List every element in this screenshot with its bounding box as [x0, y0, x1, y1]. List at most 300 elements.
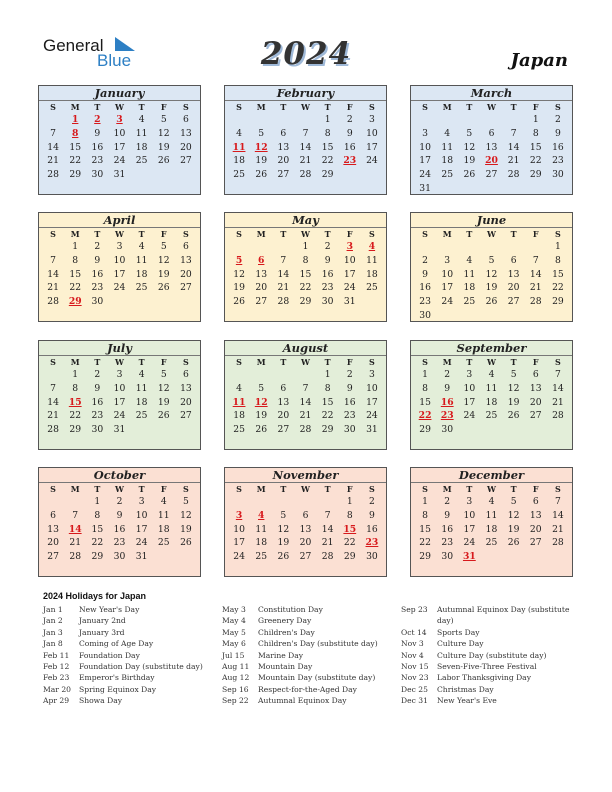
day-cell: 2 [368, 496, 375, 507]
day-cell: 28 [507, 169, 520, 181]
day-cell: 23 [552, 155, 564, 167]
holiday-date: Jul 15 [222, 650, 245, 660]
day-cell: 7 [554, 369, 561, 380]
weekday-header: T [138, 229, 145, 239]
weekday-header: F [160, 357, 167, 367]
day-cell: 21 [277, 282, 290, 294]
day-cell: 3 [422, 127, 428, 139]
day-cell: 7 [510, 127, 517, 139]
empty-day-cell [272, 240, 294, 254]
day-cell: 31 [419, 182, 431, 194]
month-title: December [411, 468, 572, 483]
day-cell: 29 [552, 296, 564, 308]
holiday-day-cell: 2 [94, 114, 101, 125]
holiday-date: Jan 2 [43, 616, 63, 626]
day-cell: 29 [321, 169, 334, 181]
day-cell: 14 [277, 268, 290, 280]
day-cell: 6 [182, 241, 189, 252]
empty-day-cell [294, 368, 316, 382]
day-cell: 21 [552, 523, 564, 535]
day-cell: 4 [466, 254, 473, 266]
holiday-name: Labor Thanksgiving Day [437, 673, 531, 683]
day-cell: 16 [343, 141, 356, 153]
day-cell: 22 [552, 282, 564, 294]
holiday-name: Mountain Day [258, 662, 313, 672]
day-cell: 22 [321, 155, 334, 167]
day-cell: 29 [343, 551, 356, 563]
day-cell: 22 [529, 155, 542, 167]
holiday-name: Sports Day [437, 627, 480, 637]
day-cell: 24 [113, 282, 126, 294]
weekday-header: W [301, 102, 310, 112]
day-cell: 27 [299, 551, 312, 563]
month-title: April [39, 213, 200, 228]
empty-day-cell [228, 495, 250, 509]
empty-day-cell [503, 240, 525, 254]
day-cell: 12 [485, 268, 498, 280]
weekday-header: M [442, 484, 452, 494]
day-cell: 5 [280, 509, 287, 521]
holiday-row [43, 627, 213, 638]
day-cell: 22 [69, 155, 82, 167]
holiday-date: Sep 23 [401, 605, 428, 614]
weekday-header: T [138, 102, 145, 112]
day-cell: 7 [50, 382, 56, 394]
weekday-header: T [138, 357, 145, 367]
day-cell: 19 [277, 537, 290, 549]
empty-day-cell [42, 495, 64, 509]
day-cell: 20 [277, 155, 290, 167]
holiday-date: Jan 3 [43, 627, 63, 637]
day-cell: 19 [255, 155, 268, 167]
day-cell: 20 [180, 268, 192, 280]
day-cell: 18 [441, 155, 454, 167]
day-cell: 26 [180, 537, 192, 549]
day-cell: 23 [113, 537, 126, 549]
day-cell: 2 [444, 369, 451, 380]
empty-day-cell [64, 495, 86, 509]
day-cell: 29 [91, 551, 104, 563]
day-cell: 19 [180, 523, 192, 535]
empty-day-cell [250, 240, 272, 254]
day-cell: 26 [277, 551, 290, 563]
holiday-name: Marine Day [258, 650, 304, 660]
day-cell: 4 [444, 127, 451, 139]
holiday-name: Mountain Day (substitute day) [258, 673, 376, 683]
month-day-grid [39, 101, 200, 182]
day-cell: 26 [255, 169, 268, 181]
holidays-title: 2024 Holidays for Japan [43, 591, 147, 601]
day-cell: 27 [180, 410, 192, 422]
weekday-header: T [510, 484, 517, 494]
weekday-header: M [256, 357, 266, 367]
day-cell: 10 [343, 254, 356, 266]
day-cell: 7 [302, 382, 309, 394]
day-cell: 9 [346, 127, 353, 139]
day-cell: 3 [116, 241, 123, 252]
day-cell: 15 [419, 523, 431, 535]
day-cell: 11 [485, 509, 498, 521]
day-cell: 16 [91, 141, 104, 153]
holiday-row [43, 638, 213, 649]
day-cell: 14 [299, 396, 312, 408]
month-day-grid [411, 483, 572, 564]
empty-day-cell [458, 240, 480, 254]
day-cell: 2 [346, 369, 353, 380]
holiday-day-cell: 12 [254, 396, 268, 408]
weekday-header: F [532, 229, 539, 239]
holiday-row [222, 638, 392, 649]
day-cell: 11 [135, 254, 148, 266]
holiday-name: New Year's Eve [437, 696, 497, 706]
holiday-day-cell: 16 [440, 396, 454, 408]
day-cell: 12 [463, 141, 476, 153]
month-day-grid [39, 356, 200, 437]
day-cell: 19 [485, 282, 498, 294]
day-cell: 20 [47, 537, 59, 549]
holiday-row [43, 695, 213, 706]
weekday-header: W [487, 484, 496, 494]
empty-day-cell [525, 240, 547, 254]
holiday-date: Feb 11 [43, 650, 70, 660]
day-cell: 24 [343, 282, 356, 294]
empty-day-cell [272, 495, 294, 509]
holiday-date: Feb 12 [43, 662, 70, 672]
day-cell: 5 [182, 496, 189, 507]
day-cell: 19 [507, 396, 520, 408]
day-cell: 1 [422, 369, 428, 380]
holiday-row [43, 615, 213, 626]
day-cell: 9 [324, 254, 331, 266]
day-cell: 14 [552, 509, 564, 521]
holiday-day-cell: 1 [72, 114, 79, 125]
day-cell: 2 [554, 114, 561, 125]
day-cell: 28 [321, 551, 334, 563]
day-cell: 6 [510, 254, 517, 266]
day-cell: 3 [466, 369, 473, 380]
weekday-header: W [301, 484, 310, 494]
day-cell: 17 [343, 268, 356, 280]
generalblue-logo [43, 36, 143, 72]
weekday-header: M [442, 102, 452, 112]
calendar-country-title: Japan [510, 50, 568, 71]
weekday-header: S [50, 102, 56, 112]
day-cell: 24 [441, 296, 454, 308]
holiday-row [401, 684, 573, 695]
day-cell: 16 [321, 268, 334, 280]
weekday-header: T [94, 229, 101, 239]
day-cell: 6 [532, 369, 539, 380]
day-cell: 2 [444, 496, 451, 507]
logo-flag-icon [115, 37, 135, 51]
day-cell: 20 [529, 523, 542, 535]
day-cell: 26 [157, 410, 170, 422]
day-cell: 13 [180, 127, 192, 139]
weekday-header: S [236, 102, 242, 112]
holiday-name: Spring Equinox Day [79, 684, 157, 694]
empty-day-cell [294, 495, 316, 509]
day-cell: 20 [299, 537, 312, 549]
weekday-header: S [183, 357, 189, 367]
day-cell: 22 [69, 410, 82, 422]
day-cell: 27 [180, 282, 192, 294]
holiday-date: Mar 20 [43, 684, 72, 694]
day-cell: 21 [47, 155, 59, 167]
day-cell: 5 [510, 369, 517, 380]
holiday-column [401, 604, 573, 707]
day-cell: 29 [321, 424, 334, 436]
month-title: February [225, 86, 386, 101]
month-day-grid [225, 101, 386, 182]
weekday-header: T [510, 357, 517, 367]
day-cell: 28 [299, 424, 312, 436]
day-cell: 13 [529, 509, 542, 521]
holiday-column [43, 604, 213, 707]
day-cell: 13 [47, 523, 59, 535]
day-cell: 27 [47, 551, 59, 563]
day-cell: 28 [277, 296, 290, 308]
day-cell: 25 [255, 551, 268, 563]
holiday-date: Nov 4 [401, 650, 424, 660]
holiday-date: May 4 [222, 616, 246, 626]
day-cell: 27 [255, 296, 268, 308]
day-cell: 9 [368, 509, 375, 521]
holiday-day-cell: 3 [235, 509, 243, 521]
day-cell: 21 [507, 155, 520, 167]
day-cell: 13 [485, 141, 498, 153]
day-cell: 25 [485, 537, 498, 549]
day-cell: 30 [552, 169, 564, 181]
empty-day-cell [42, 113, 64, 127]
day-cell: 21 [47, 410, 59, 422]
holiday-row [401, 650, 573, 661]
holiday-date: Nov 15 [401, 662, 429, 672]
month-march [410, 85, 573, 195]
empty-day-cell [414, 240, 436, 254]
holiday-row [222, 684, 392, 695]
month-april [38, 212, 201, 322]
day-cell: 9 [422, 268, 428, 280]
day-cell: 25 [135, 155, 148, 167]
day-cell: 31 [113, 424, 126, 436]
day-cell: 14 [552, 382, 564, 394]
holiday-day-cell: 23 [343, 155, 357, 167]
day-cell: 13 [255, 268, 268, 280]
day-cell: 1 [422, 496, 428, 507]
day-cell: 26 [507, 410, 520, 422]
holiday-day-cell: 15 [343, 523, 357, 535]
empty-day-cell [272, 113, 294, 127]
weekday-header: T [280, 102, 287, 112]
weekday-header: T [466, 484, 473, 494]
day-cell: 28 [529, 296, 542, 308]
day-cell: 27 [277, 169, 290, 181]
day-cell: 3 [444, 254, 451, 266]
day-cell: 2 [346, 114, 353, 125]
month-title: August [225, 341, 386, 356]
empty-day-cell [42, 240, 64, 254]
day-cell: 25 [366, 282, 378, 294]
day-cell: 30 [366, 551, 378, 563]
holiday-date: Feb 23 [43, 673, 70, 683]
day-cell: 25 [463, 296, 476, 308]
holiday-day-cell: 4 [258, 509, 265, 521]
day-cell: 17 [463, 523, 476, 535]
weekday-header: T [94, 357, 101, 367]
day-cell: 16 [343, 396, 356, 408]
day-cell: 3 [368, 369, 375, 380]
day-cell: 15 [529, 141, 542, 153]
day-cell: 13 [507, 268, 520, 280]
weekday-header: F [346, 357, 353, 367]
day-cell: 26 [233, 296, 245, 308]
empty-day-cell [250, 113, 272, 127]
holiday-row [401, 695, 573, 706]
day-cell: 21 [321, 537, 334, 549]
day-cell: 30 [113, 551, 126, 563]
day-cell: 24 [366, 155, 378, 167]
day-cell: 13 [277, 396, 290, 408]
holiday-day-cell: 15 [68, 396, 82, 408]
day-cell: 28 [47, 424, 59, 436]
day-cell: 17 [113, 396, 126, 408]
holiday-name: January 3rd [79, 627, 125, 637]
empty-day-cell [436, 113, 458, 127]
day-cell: 15 [321, 141, 334, 153]
day-cell: 13 [529, 382, 542, 394]
month-title: May [225, 213, 386, 228]
day-cell: 9 [444, 382, 451, 394]
day-cell: 29 [529, 169, 542, 181]
day-cell: 4 [138, 369, 145, 380]
day-cell: 4 [138, 241, 145, 252]
empty-day-cell [228, 240, 250, 254]
weekday-header: T [280, 357, 287, 367]
empty-day-cell [250, 495, 272, 509]
weekday-header: S [555, 484, 561, 494]
holiday-name: January 2nd [79, 616, 126, 626]
empty-day-cell [436, 240, 458, 254]
month-title: October [39, 468, 200, 483]
holiday-name: Christmas Day [437, 684, 494, 694]
day-cell: 26 [255, 424, 268, 436]
day-cell: 11 [255, 523, 268, 535]
month-day-grid [39, 228, 200, 309]
day-cell: 9 [94, 254, 101, 266]
weekday-header: F [532, 357, 539, 367]
day-cell: 20 [277, 410, 290, 422]
day-cell: 28 [552, 537, 564, 549]
holiday-column [222, 604, 392, 707]
holiday-day-cell: 29 [68, 296, 82, 308]
day-cell: 30 [441, 424, 454, 436]
day-cell: 5 [160, 369, 167, 380]
holiday-row [222, 604, 392, 615]
day-cell: 27 [180, 155, 192, 167]
holiday-date: Dec 31 [401, 696, 428, 706]
holiday-name: Greenery Day [258, 616, 312, 626]
weekday-header: S [555, 357, 561, 367]
holiday-name: Seven-Five-Three Festival [437, 662, 537, 672]
day-cell: 27 [277, 424, 290, 436]
day-cell: 1 [532, 114, 539, 125]
day-cell: 12 [277, 523, 290, 535]
weekday-header: T [94, 102, 101, 112]
month-day-grid [411, 101, 572, 196]
day-cell: 13 [277, 141, 290, 153]
weekday-header: S [422, 357, 428, 367]
weekday-header: S [50, 484, 56, 494]
day-cell: 3 [368, 114, 375, 125]
month-may [224, 212, 387, 322]
holiday-date: May 3 [222, 605, 246, 614]
day-cell: 16 [366, 523, 378, 535]
weekday-header: F [160, 102, 167, 112]
weekday-header: S [50, 357, 56, 367]
day-cell: 9 [94, 382, 101, 394]
weekday-header: T [324, 102, 331, 112]
empty-day-cell [480, 240, 502, 254]
holiday-day-cell: 6 [258, 254, 265, 266]
day-cell: 15 [69, 141, 82, 153]
day-cell: 1 [346, 496, 353, 507]
day-cell: 19 [463, 155, 476, 167]
day-cell: 26 [157, 155, 170, 167]
day-cell: 2 [94, 369, 101, 380]
holiday-row [222, 627, 392, 638]
day-cell: 6 [532, 496, 539, 507]
weekday-header: M [256, 229, 266, 239]
day-cell: 18 [485, 523, 498, 535]
holiday-date: Apr 29 [43, 696, 70, 706]
holiday-row [401, 661, 573, 672]
day-cell: 18 [157, 523, 170, 535]
day-cell: 26 [157, 282, 170, 294]
holiday-name: Emperor's Birthday [79, 673, 155, 683]
holiday-name: Autumnal Equinox Day [258, 696, 347, 706]
day-cell: 8 [346, 509, 353, 521]
day-cell: 24 [113, 155, 126, 167]
day-cell: 30 [91, 296, 104, 308]
weekday-header: S [422, 229, 428, 239]
month-day-grid [411, 356, 572, 437]
holiday-day-cell: 22 [418, 410, 432, 422]
day-cell: 10 [113, 127, 126, 139]
day-cell: 8 [302, 254, 309, 266]
day-cell: 20 [507, 282, 520, 294]
day-cell: 14 [47, 396, 59, 408]
holiday-date: Oct 14 [401, 627, 427, 637]
day-cell: 24 [419, 169, 431, 181]
holiday-name: Autumnal Equinox Day (substitute day) [437, 605, 570, 626]
weekday-header: M [70, 357, 80, 367]
day-cell: 21 [299, 410, 312, 422]
month-january [38, 85, 201, 195]
day-cell: 26 [463, 169, 476, 181]
day-cell: 7 [302, 127, 309, 139]
weekday-header: T [510, 102, 517, 112]
day-cell: 29 [419, 551, 431, 563]
weekday-header: T [138, 484, 145, 494]
weekday-header: S [369, 229, 375, 239]
day-cell: 24 [463, 537, 476, 549]
holiday-row [401, 604, 573, 627]
empty-day-cell [272, 368, 294, 382]
day-cell: 24 [135, 537, 148, 549]
day-cell: 8 [72, 254, 79, 266]
weekday-header: W [301, 357, 310, 367]
day-cell: 20 [529, 396, 542, 408]
